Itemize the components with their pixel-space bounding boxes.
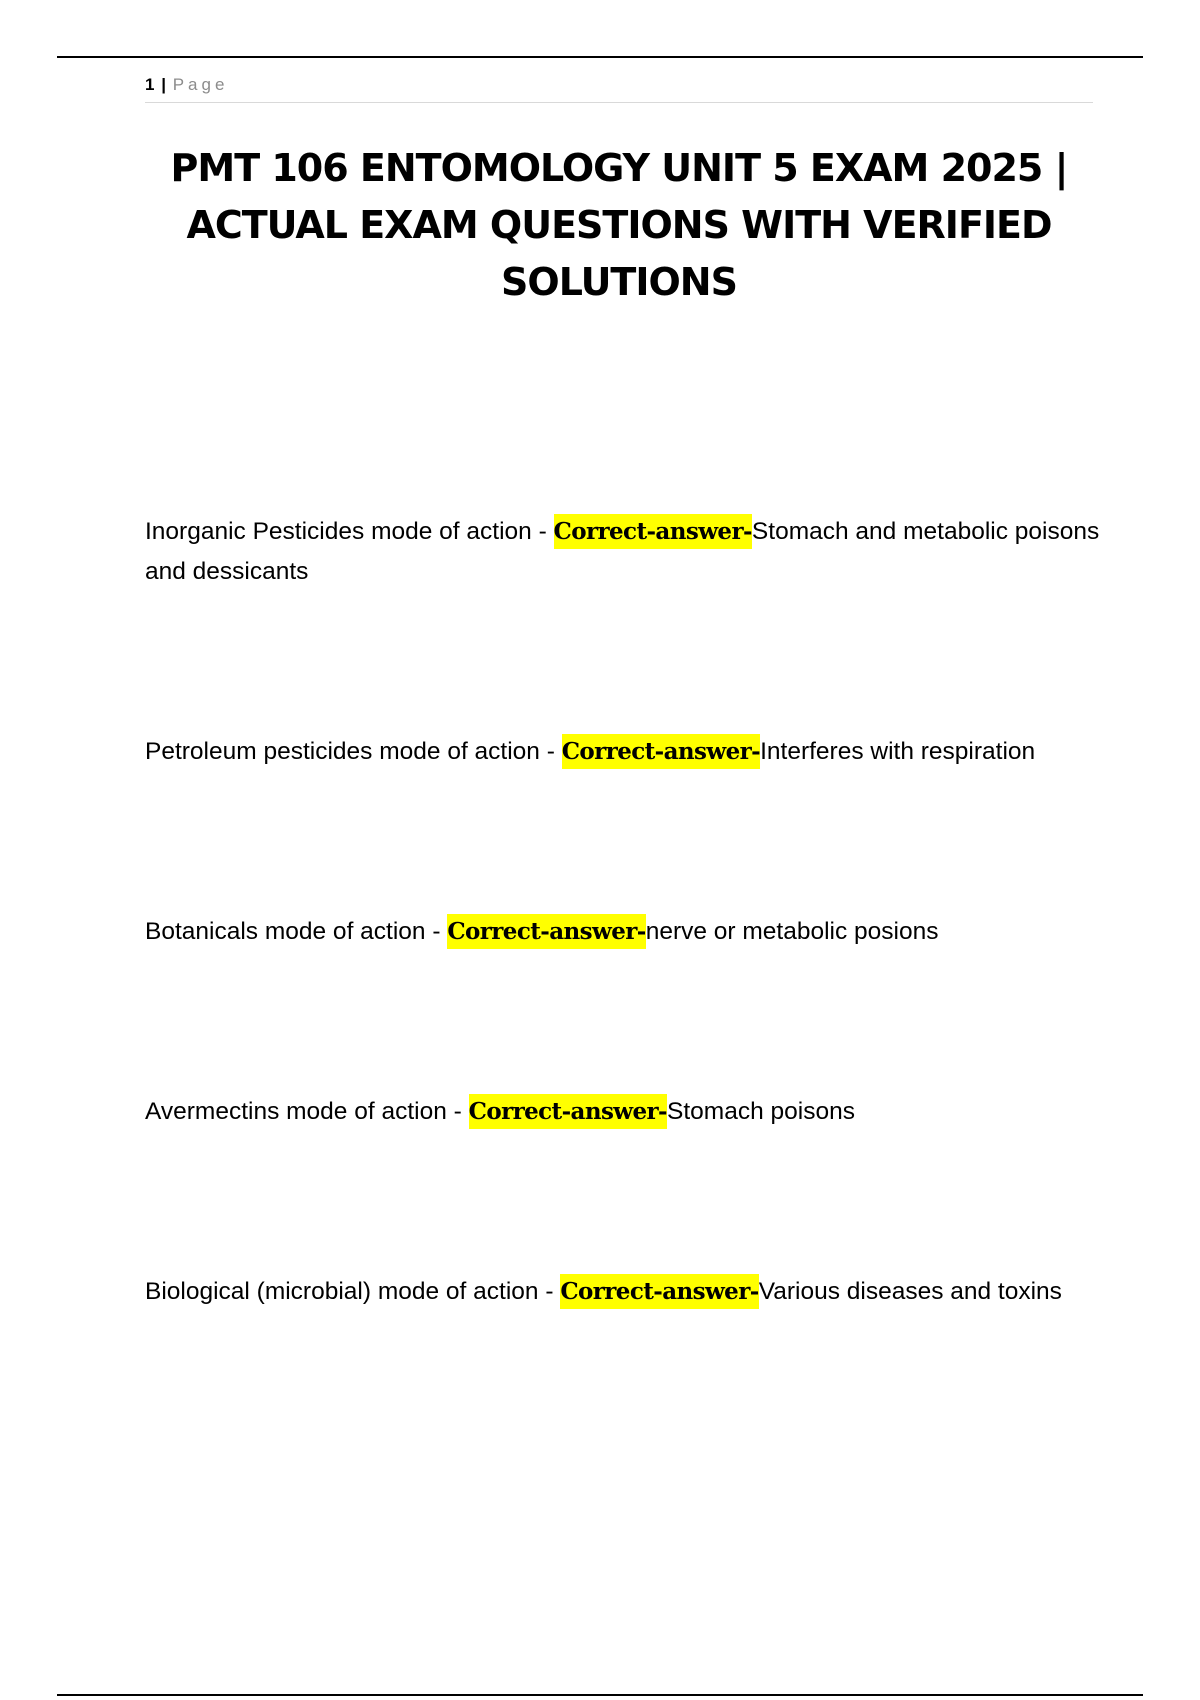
question-text: Botanicals mode of action - bbox=[145, 918, 448, 945]
qa-item bbox=[145, 512, 1105, 592]
qa-item bbox=[145, 732, 1105, 772]
page-header bbox=[145, 74, 1093, 103]
page-separator: | bbox=[161, 75, 166, 94]
question-text: Petroleum pesticides mode of action - bbox=[145, 738, 562, 765]
document-title: PMT 106 ENTOMOLOGY UNIT 5 EXAM 2025 | ACTUAL EXAM QUESTIONS WITH VERIFIED SOLUTIONS bbox=[170, 146, 1068, 304]
page-number: 1 bbox=[145, 75, 155, 94]
answer-text: Interferes with respiration bbox=[760, 738, 1036, 765]
correct-answer-marker: Correct-answer- bbox=[469, 1094, 667, 1129]
qa-item bbox=[145, 1092, 1105, 1132]
answer-text: Various diseases and toxins bbox=[758, 1278, 1062, 1305]
bottom-rule bbox=[57, 1694, 1143, 1696]
question-text: Inorganic Pesticides mode of action - bbox=[145, 518, 554, 545]
correct-answer-marker: Correct-answer- bbox=[447, 914, 645, 949]
answer-text: Stomach poisons bbox=[667, 1098, 855, 1125]
question-text: Avermectins mode of action - bbox=[145, 1098, 469, 1125]
question-text: Biological (microbial) mode of action - bbox=[145, 1278, 561, 1305]
answer-text: nerve or metabolic posions bbox=[645, 918, 939, 945]
page-word: Page bbox=[172, 75, 229, 94]
qa-item bbox=[145, 1272, 1105, 1312]
qa-item bbox=[145, 912, 1105, 952]
correct-answer-marker: Correct-answer- bbox=[560, 1274, 758, 1309]
top-rule bbox=[57, 56, 1143, 58]
correct-answer-marker: Correct-answer- bbox=[562, 734, 760, 769]
answer-text: Stomach and metabolic poisons and dessicants bbox=[145, 518, 1100, 585]
correct-answer-marker: Correct-answer- bbox=[554, 514, 752, 549]
